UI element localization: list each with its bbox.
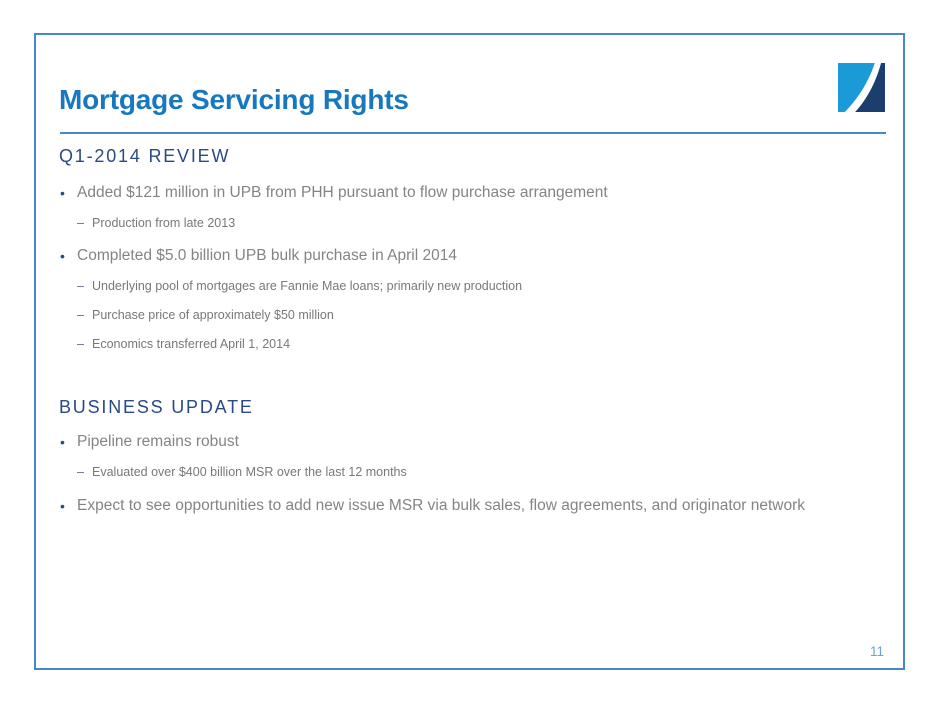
bullet-item (60, 246, 457, 266)
dash-icon: – (77, 308, 84, 322)
section-heading-business-update: BUSINESS UPDATE (59, 397, 254, 417)
bullet-text: Pipeline remains robust (77, 433, 239, 450)
dash-icon: – (77, 465, 84, 479)
bullet-dot-icon: • (60, 185, 65, 201)
sub-bullet-text: Evaluated over $400 billion MSR over the last 12 months (92, 465, 407, 479)
bullet-text: Added $121 million in UPB from PHH pursuant to flow purchase arrangement (77, 184, 608, 201)
slide-title: Mortgage Servicing Rights (59, 84, 409, 115)
sub-bullet-text: Underlying pool of mortgages are Fannie Mae loans; primarily new production (92, 279, 523, 293)
sub-bullet-item (77, 464, 407, 481)
bullet-item (60, 183, 608, 203)
sub-bullet-item (77, 336, 290, 353)
bullet-item (60, 432, 239, 452)
dash-icon: – (77, 279, 84, 293)
page-number: 11 (869, 644, 884, 659)
title-underline-rule (60, 132, 886, 134)
bullet-text: Expect to see opportunities to add new issue MSR via bulk sales, flow agreements, and originator network (77, 497, 806, 514)
bullet-dot-icon: • (60, 434, 65, 450)
sub-bullet-text: Production from late 2013 (92, 216, 236, 230)
bullet-item (60, 496, 805, 516)
section-heading-q1-2014-review: Q1-2014 REVIEW (59, 146, 231, 166)
sub-bullet-item (77, 278, 522, 295)
sub-bullet-item (77, 215, 235, 232)
bullet-dot-icon: • (60, 248, 65, 264)
bullet-text: Completed $5.0 billion UPB bulk purchase in April 2014 (77, 247, 457, 264)
dash-icon: – (77, 216, 84, 230)
sub-bullet-item (77, 307, 334, 324)
sub-bullet-text: Economics transferred April 1, 2014 (92, 337, 291, 351)
dash-icon: – (77, 337, 84, 351)
company-logo (838, 62, 885, 113)
bullet-dot-icon: • (60, 498, 65, 514)
sub-bullet-text: Purchase price of approximately $50 million (92, 308, 334, 322)
company-logo-icon (838, 62, 885, 113)
